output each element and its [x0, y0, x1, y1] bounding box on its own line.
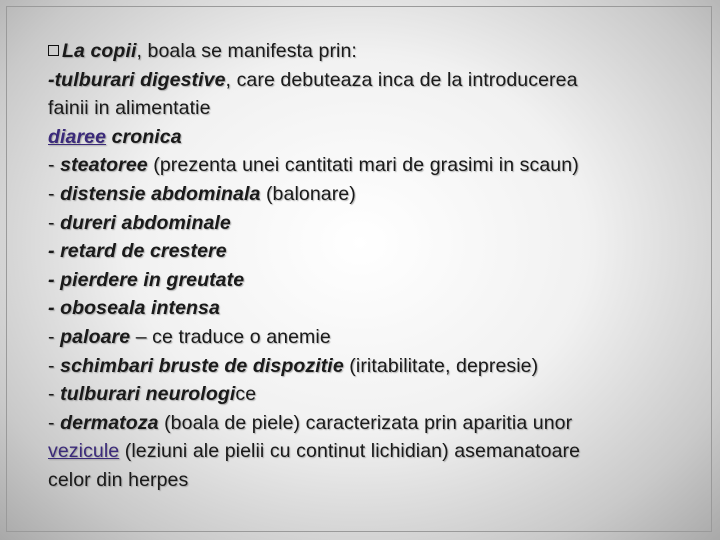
text-segment: -	[48, 325, 61, 348]
text-line	[48, 123, 708, 152]
text-link[interactable]: vezicule	[48, 440, 120, 463]
text-segment: - retard de crestere	[48, 240, 227, 263]
text-segment: cronica	[106, 125, 182, 148]
text-segment: -	[48, 211, 61, 234]
text-segment: La copii	[62, 40, 137, 62]
text-segment: , care debuteaza inca de la introducerea	[225, 68, 578, 91]
square-bullet-icon	[48, 45, 59, 56]
text-segment: - pierdere in greutate	[48, 268, 245, 291]
text-segment: -	[48, 354, 61, 377]
text-line	[48, 209, 708, 238]
text-segment: , boala se manifesta prin:	[136, 40, 357, 62]
text-line	[48, 409, 708, 438]
text-line	[48, 151, 708, 180]
text-line	[48, 66, 708, 95]
text-line	[48, 352, 708, 381]
text-segment: -	[48, 411, 61, 434]
text-segment: celor din herpes	[48, 468, 189, 491]
text-segment: -	[48, 182, 61, 205]
text-segment: tulburari neurologi	[60, 383, 236, 406]
text-segment: ce	[235, 383, 257, 406]
text-segment: distensie abdominala	[60, 182, 261, 205]
text-segment: -	[48, 154, 61, 177]
text-segment: – ce traduce o anemie	[130, 325, 331, 348]
text-line	[48, 294, 708, 323]
text-segment: (iritabilitate, depresie)	[343, 354, 539, 377]
text-line	[48, 437, 708, 466]
text-line	[48, 266, 708, 295]
text-segment: (balonare)	[260, 182, 356, 205]
text-line	[48, 37, 708, 66]
text-segment: dermatoza	[60, 411, 159, 434]
text-segment: fainii in alimentatie	[48, 97, 211, 120]
text-segment: -tulburari digestive	[48, 68, 226, 91]
text-segment: -	[48, 383, 61, 406]
text-line	[48, 237, 708, 266]
text-line	[48, 323, 708, 352]
text-segment: paloare	[60, 325, 131, 348]
text-line	[48, 466, 708, 495]
text-segment: - oboseala intensa	[48, 297, 220, 320]
text-line	[48, 180, 708, 209]
text-segment: schimbari bruste de dispozitie	[60, 354, 344, 377]
text-line	[48, 380, 708, 409]
text-segment: (leziuni ale pielii cu continut lichidian) asemanatoare	[119, 440, 581, 463]
text-link[interactable]: diaree	[48, 125, 107, 148]
text-line	[48, 94, 708, 123]
text-segment: steatoree	[60, 154, 148, 177]
slide-text-body	[48, 37, 708, 495]
text-segment: dureri abdominale	[60, 211, 231, 234]
text-segment: (prezenta unei cantitati mari de grasimi in scaun)	[147, 154, 579, 177]
text-segment: (boala de piele) caracterizata prin aparitia unor	[158, 411, 573, 434]
